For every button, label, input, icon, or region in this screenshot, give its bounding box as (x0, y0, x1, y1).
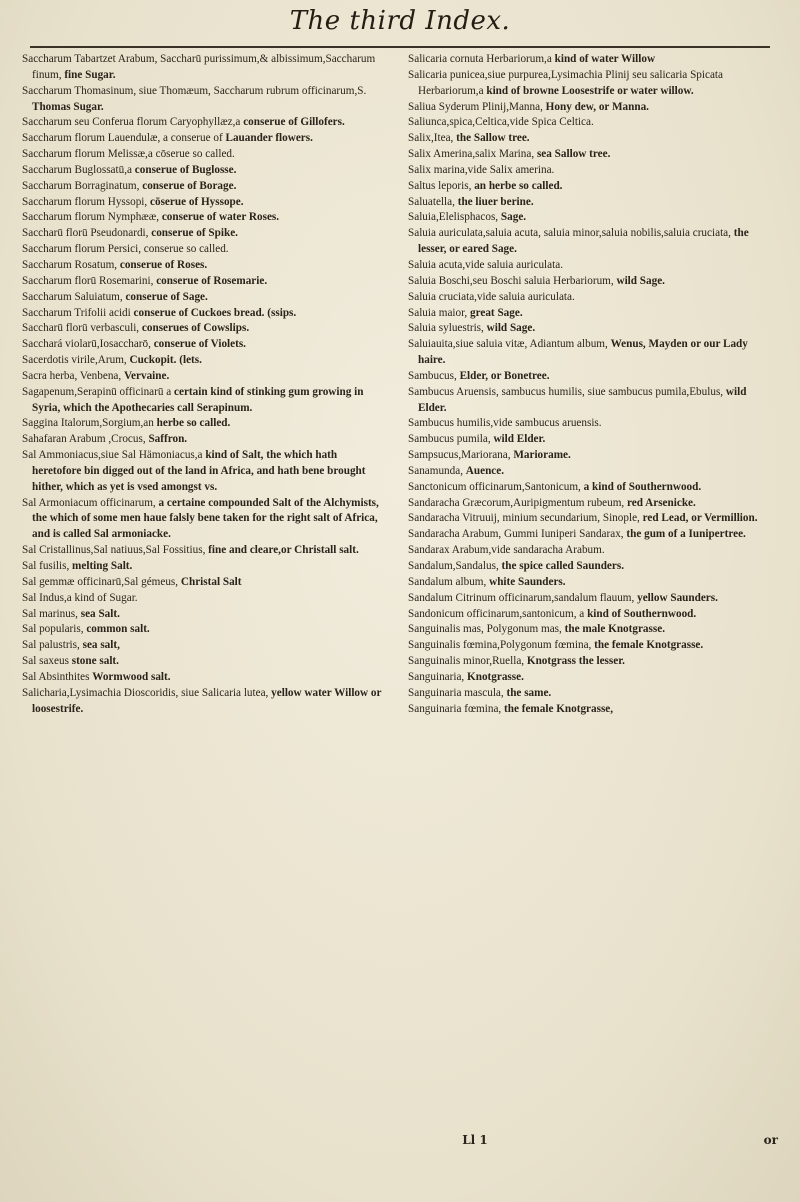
entry-english: Mariorame. (513, 449, 571, 462)
entry-latin: Saluia syluestris, (408, 322, 484, 335)
entry-english: yellow water Willow or loosestrife. (32, 686, 382, 715)
entry-latin: Sandonicum officinarum,santonicum, a (408, 607, 585, 620)
entry-latin: Saluia,Elelisphacos, (408, 211, 499, 224)
entry-english: Wormwood salt. (92, 670, 171, 683)
index-entry (408, 638, 770, 654)
index-entry (408, 226, 770, 258)
entry-english: a certaine compounded Salt of the Alchymists, the which of some men haue falsly bene taken for the right salt of Africa, and is called Sal armoniacke. (32, 496, 379, 541)
entry-latin: Sacchará violarū,Iosaccharō, (22, 338, 151, 351)
index-entry (22, 622, 384, 638)
entry-latin: Saccharum Rosatum, (22, 258, 118, 271)
entry-english: yellow Saunders. (637, 591, 718, 604)
index-entry (22, 607, 384, 623)
index-entry (408, 52, 770, 68)
entry-english: sea Salt. (80, 607, 120, 620)
index-entry (22, 543, 384, 559)
index-entry (408, 575, 770, 591)
entry-english: Christal Salt (180, 575, 242, 588)
index-entry (408, 432, 770, 448)
entry-english: sea Sallow tree. (536, 148, 611, 161)
index-entry (408, 163, 770, 179)
index-entry (22, 321, 384, 337)
entry-latin: Saluia auriculata,saluia acuta, saluia minor,saluia nobilis,saluia cruciata, (408, 227, 731, 240)
entry-english: conserue of Rosemarie. (156, 274, 268, 287)
index-entry (22, 686, 384, 718)
entry-latin: Saccharū florū verbasculi, (22, 322, 140, 335)
index-entry (408, 385, 770, 417)
entry-latin: Sanguinalis fœmina,Polygonum fœmina, (408, 639, 592, 652)
entry-english: common salt. (86, 623, 150, 636)
entry-latin: Salix marina,vide Salix amerina. (408, 163, 555, 176)
index-entry (408, 511, 770, 527)
entry-latin: Salix,Itea, (408, 132, 454, 145)
entry-latin: Saggina Italorum,Sorgium,an (22, 417, 154, 430)
entry-english: Thomas Sugar. (32, 100, 104, 113)
entry-latin: Salicaria cornuta Herbariorum,a (408, 53, 552, 65)
entry-latin: Saccharum florum Persici, conserue so called. (22, 243, 229, 256)
entry-english: kind of Salt, the which hath heretofore bin digged out of the land in Africa, and hath bene brought hither, which as yet is vsed amongst vs. (32, 449, 366, 493)
index-entry (408, 115, 770, 131)
index-entry (22, 575, 384, 591)
entry-english: the female Knotgrasse. (594, 639, 704, 652)
entry-latin: Sal Cristallinus,Sal natiuus,Sal Fossitius, (22, 544, 206, 557)
entry-latin: Sanguinalis mas, Polygonum mas, (408, 623, 562, 636)
entry-latin: Salix Amerina,salix Marina, (408, 148, 535, 161)
entry-latin: Saliua Syderum Plinij,Manna, (408, 100, 543, 113)
entry-latin: Sandalum Citrinum officinarum,sandalum flauum, (408, 591, 635, 604)
entry-english: an herbe so called. (474, 179, 563, 192)
index-entry (22, 337, 384, 353)
index-entry (22, 210, 384, 226)
entry-latin: Sanguinaria mascula, (408, 686, 504, 699)
entry-english: the same. (506, 686, 552, 699)
index-entry (22, 163, 384, 179)
entry-latin: Sacra herba, Venbena, (22, 369, 122, 382)
index-entry (408, 670, 770, 686)
entry-english: conserue of Borage. (142, 179, 237, 192)
index-entry (408, 686, 770, 702)
index-entry (408, 195, 770, 211)
entry-latin: Sal Indus,a kind of Sugar. (22, 591, 138, 604)
entry-latin: Sal popularis, (22, 623, 84, 636)
entry-latin: Sandalum album, (408, 575, 487, 588)
right-column (408, 52, 770, 717)
entry-english: the spice called Saunders. (501, 560, 624, 572)
index-entry (408, 464, 770, 480)
entry-english: wild Sage. (616, 274, 665, 287)
entry-latin: Saccharum Buglossatū,a (22, 163, 132, 176)
header-rule (30, 46, 770, 48)
index-entry (408, 480, 770, 496)
entry-english: Saffron. (148, 433, 188, 446)
entry-latin: Saccharum seu Conferua florum Caryophyllæz,a (22, 116, 241, 129)
index-entry (22, 448, 384, 496)
entry-english: Auence. (465, 464, 505, 477)
index-entry (22, 638, 384, 654)
entry-latin: Sal saxeus (22, 655, 69, 668)
entry-english: conserue of Spike. (151, 227, 238, 240)
entry-latin: Saccharum Thomasinum, siue Thomæum, Saccharum rubrum officinarum,S. (22, 84, 367, 97)
index-entry (22, 432, 384, 448)
entry-latin: Sandaracha Græcorum,Auripigmentum rubeum, (408, 496, 625, 509)
entry-english: the Sallow tree. (456, 132, 530, 145)
index-entry (408, 147, 770, 163)
index-entry (408, 210, 770, 226)
entry-english: Wenus, Mayden or our Lady haire. (418, 338, 748, 367)
index-entry (408, 622, 770, 638)
entry-latin: Saltus leporis, (408, 179, 472, 192)
entry-latin: Sal marinus, (22, 607, 78, 620)
entry-latin: Saccharum Borraginatum, (22, 179, 140, 192)
entry-english: fine and cleare,or Christall salt. (208, 544, 359, 557)
entry-english: the liuer berine. (457, 195, 534, 208)
index-entry (408, 416, 770, 432)
index-entry (22, 591, 384, 607)
entry-english: wild Sage. (486, 322, 536, 335)
entry-english: a kind of Southernwood. (583, 480, 702, 493)
entry-english: Cuckopit. (lets. (129, 354, 202, 367)
entry-english: Knotgrass the lesser. (526, 655, 625, 668)
entry-latin: Saccharum florum Lauendulæ, a conserue of (22, 132, 223, 145)
index-entry (408, 527, 770, 543)
index-entry (408, 559, 770, 575)
entry-english: the female Knotgrasse, (504, 702, 614, 715)
entry-latin: Saluia maior, (408, 306, 468, 319)
entry-english: the male Knotgrasse. (564, 623, 665, 636)
entry-latin: Saluia acuta,vide saluia auriculata. (408, 258, 564, 271)
entry-english: conserue of Violets. (153, 338, 246, 351)
entry-english: Vervaine. (124, 369, 170, 382)
index-entry (408, 448, 770, 464)
entry-latin: Saluatella, (408, 195, 455, 208)
entry-latin: Sanguinaria fœmina, (408, 702, 502, 715)
entry-english: Lauander flowers. (225, 132, 313, 145)
index-entry (22, 385, 384, 417)
index-entry (22, 115, 384, 131)
entry-english: Knotgrasse. (467, 670, 524, 683)
entry-english: sea salt, (82, 639, 120, 652)
entry-english: certain kind of stinking gum growing in Syria, which the Apothecaries call Serapinum. (32, 385, 364, 414)
index-entry (408, 274, 770, 290)
index-entry (22, 52, 384, 84)
entry-latin: Sagapenum,Serapinū officinarū a (22, 385, 172, 398)
entry-latin: Sambucus pumila, (408, 433, 491, 446)
index-entry (408, 543, 770, 559)
entry-english: kind of Southernwood. (587, 607, 697, 620)
index-entry (22, 258, 384, 274)
index-entry (22, 84, 384, 116)
entry-latin: Sambucus, (408, 369, 457, 382)
index-entry (408, 607, 770, 623)
entry-latin: Sal Armoniacum officinarum, (22, 496, 156, 509)
entry-english: herbe so called. (156, 417, 231, 430)
index-entry (22, 416, 384, 432)
entry-latin: Sampsucus,Mariorana, (408, 449, 511, 462)
entry-latin: Saccharum Tabartzet Arabum, Saccharū purissimum,& albissimum,Saccharum finum, (22, 53, 376, 81)
signature-mark: Ll 1 (462, 1133, 488, 1147)
entry-english: wild Elder. (493, 433, 546, 446)
entry-english: conserue of water Roses. (161, 211, 280, 224)
entry-latin: Sal Ammoniacus,siue Sal Hämoniacus,a (22, 449, 203, 462)
entry-latin: Saccharum florum Nymphææ, (22, 211, 160, 224)
entry-latin: Sacerdotis virile,Arum, (22, 354, 127, 367)
index-entry (22, 242, 384, 258)
entry-english: red Lead, or Vermillion. (642, 512, 758, 525)
index-entry (22, 147, 384, 163)
entry-latin: Sal palustris, (22, 639, 80, 652)
entry-latin: Sanamunda, (408, 464, 463, 477)
entry-latin: Saccharum florum Melissæ,a cōserue so called. (22, 148, 235, 161)
index-entry (408, 702, 770, 718)
entry-latin: Sandalum,Sandalus, (408, 560, 499, 572)
entry-latin: Sahafaran Arabum ,Crocus, (22, 433, 146, 446)
entry-english: conserue of Roses. (119, 258, 208, 271)
entry-latin: Salicaria punicea,siue purpurea,Lysimachia Plinij seu salicaria Spicata Herbariorum,a (408, 68, 724, 97)
entry-english: fine Sugar. (64, 68, 116, 81)
entry-latin: Sanguinaria, (408, 670, 465, 683)
entry-english: the lesser, or eared Sage. (418, 227, 749, 256)
entry-latin: Saluia Boschi,seu Boschi saluia Herbariorum, (408, 274, 614, 287)
entry-english: conserues of Cowslips. (141, 322, 250, 335)
index-entry (408, 258, 770, 274)
index-entry (22, 306, 384, 322)
index-entry (408, 306, 770, 322)
index-entry (22, 179, 384, 195)
entry-english: red Arsenicke. (627, 496, 696, 509)
index-entry (22, 353, 384, 369)
entry-english: conserue of Gillofers. (243, 116, 345, 129)
entry-latin: Saluia cruciata,vide saluia auriculata. (408, 290, 575, 303)
entry-english: white Saunders. (489, 575, 566, 588)
index-entry (22, 226, 384, 242)
index-entry (408, 321, 770, 337)
entry-english: wild Elder. (418, 385, 747, 414)
entry-english: the gum of a Iunipertree. (626, 528, 746, 541)
index-entry (408, 68, 770, 100)
entry-english: Sage. (500, 211, 527, 224)
entry-english: great Sage. (470, 306, 523, 319)
entry-latin: Sanctonicum officinarum,Santonicum, (408, 480, 581, 493)
index-entry (22, 290, 384, 306)
index-entry (408, 369, 770, 385)
entry-latin: Sal fusilis, (22, 560, 70, 572)
entry-latin: Salicharia,Lysimachia Dioscoridis, siue Salicaria lutea, (22, 686, 269, 699)
entry-latin: Sandarax Arabum,vide sandaracha Arabum. (408, 544, 605, 557)
entry-english: conserue of Cuckoes bread. (ssips. (133, 306, 297, 319)
entry-english: conserue of Buglosse. (134, 163, 237, 176)
entry-latin: Saccharum florum Hyssopi, (22, 195, 148, 208)
entry-english: conserue of Sage. (125, 290, 208, 303)
index-entry (22, 654, 384, 670)
entry-english: cōserue of Hyssope. (150, 195, 244, 208)
index-entry (408, 100, 770, 116)
entry-latin: Saluiauita,siue saluia vitæ, Adiantum album, (408, 338, 608, 351)
index-entry (22, 274, 384, 290)
entry-english: kind of browne Loosestrife or water willow. (486, 84, 694, 97)
left-column (22, 52, 384, 717)
entry-english: kind of water Willow (554, 53, 656, 65)
entry-latin: Saliunca,spica,Celtica,vide Spica Celtica. (408, 116, 594, 129)
entry-latin: Saccharū florū Pseudonardi, (22, 227, 149, 240)
index-entry (408, 496, 770, 512)
catchword: or (763, 1133, 778, 1147)
index-entry (22, 559, 384, 575)
index-entry (408, 179, 770, 195)
index-entry (408, 591, 770, 607)
index-entry (22, 670, 384, 686)
entry-english: Hony dew, or Manna. (545, 100, 649, 113)
entry-latin: Saccharum florū Rosemarini, (22, 274, 154, 287)
entry-latin: Saccharum Saluiatum, (22, 290, 123, 303)
entry-english: Elder, or Bonetree. (459, 369, 550, 382)
entry-latin: Saccharum Trifolii acidi (22, 306, 131, 319)
index-entry (408, 290, 770, 306)
entry-latin: Sal gemmæ officinarū,Sal gémeus, (22, 575, 179, 588)
entry-english: stone salt. (71, 655, 119, 668)
index-entry (22, 496, 384, 544)
entry-latin: Sanguinalis minor,Ruella, (408, 655, 525, 668)
entry-latin: Sambucus humilis,vide sambucus aruensis. (408, 417, 602, 430)
entry-latin: Sandaracha Vitruuij, minium secundarium, Sinople, (408, 512, 640, 525)
index-entry (408, 654, 770, 670)
entry-latin: Sal Absinthites (22, 670, 90, 683)
index-entry (22, 195, 384, 211)
index-entry (22, 131, 384, 147)
entry-english: melting Salt. (72, 560, 133, 572)
entry-latin: Sambucus Aruensis, sambucus humilis, siue sambucus pumila,Ebulus, (408, 385, 724, 398)
index-entry (408, 131, 770, 147)
index-entry (408, 337, 770, 369)
entry-latin: Sandaracha Arabum, Gummi Iuniperi Sandarax, (408, 528, 624, 541)
index-entry (22, 369, 384, 385)
page-header: The third Index. (289, 6, 511, 36)
